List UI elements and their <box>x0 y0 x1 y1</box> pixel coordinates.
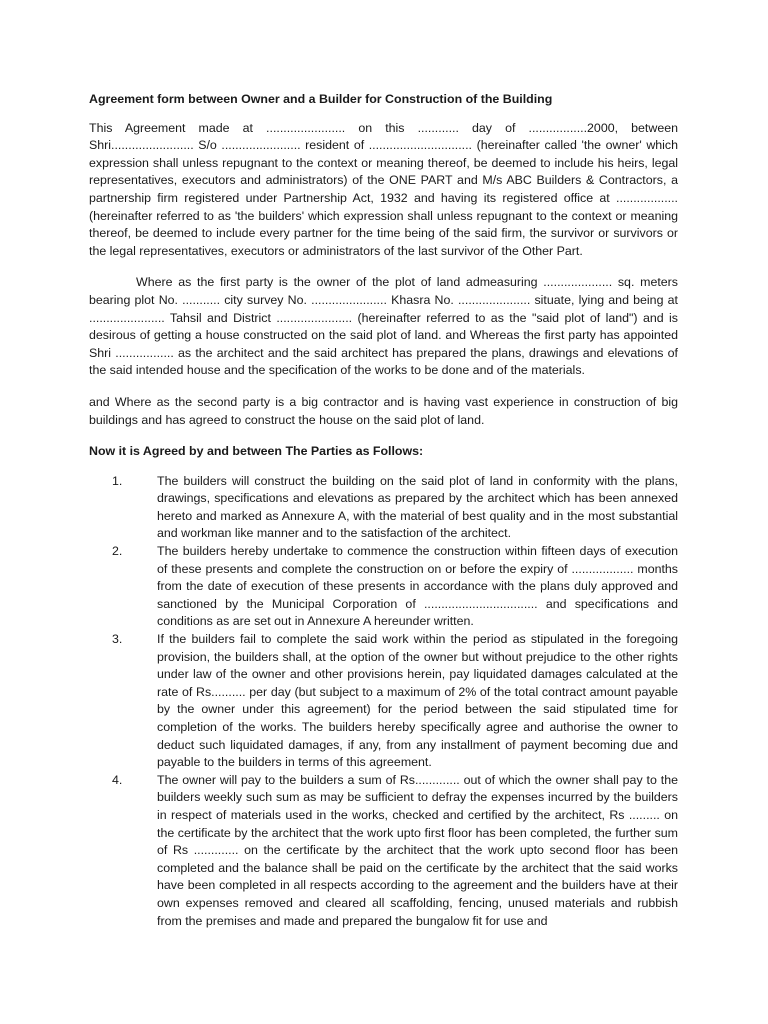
whereas-second-party-paragraph: and Where as the second party is a big contractor and is having vast experience in construction of big buildings and has agreed to construct the house on the said plot of land. <box>89 394 678 427</box>
whereas-first-party-paragraph: Where as the first party is the owner of the plot of land admeasuring .................... sq. meters bearing plot No. ........... city survey No. ...................... Khasra No. ..................... situate, lying and being at ...................... Tahsil and District ...................... (hereinafter referred to as the "said plot of land") and is desirous of getting a house constructed on the said plot of land. and Whereas the first party has appointed Shri ................. as the architect and the said architect has prepared the plans, drawings and elevations of the said intended house and the specification of the works to be done and of the materials. <box>89 275 678 378</box>
document-title: Agreement form between Owner and a Builder for Construction of the Building <box>89 92 553 106</box>
clause-number: 3. <box>112 632 123 647</box>
agreed-heading: Now it is Agreed by and between The Parties as Follows: <box>89 444 424 459</box>
agreement-intro-paragraph: This Agreement made at ....................... on this ............ day of .................2000, between Shri........................ S/o ....................... resident of .............................. (hereinafter called 'the owner' which expression shall unless repugnant to the context or meaning thereof, be deemed to include his heirs, legal representatives, executors and administrators) of the ONE PART and M/s ABC Builders & Contractors, a partnership firm registered under Partnership Act, 1932 and having its registered office at .................. (hereinafter referred to as 'the builders' which expression shall unless repugnant to the context or meaning thereof, be deemed to include every partner for the time being of the said firm, the survivor or survivors or the legal representatives, executors or administrators of the last survivor of the Other Part. <box>89 120 678 258</box>
clause-number: 2. <box>112 544 123 559</box>
clause-text: If the builders fail to complete the said work within the period as stipulated in the foregoing provision, the builders shall, at the option of the owner but without prejudice to the other rights under law of the owner and other provisions herein, pay liquidated damages calculated at the rate of Rs.......... per day (but subject to a maximum of 2% of the total contract amount payable by the owner under this agreement) for the period between the said stipulated time for completion of the works. The builders hereby specifically agree and authorise the owner to deduct such liquidated damages, if any, from any installment of payment becoming due and payable to the builders in terms of this agreement. <box>157 632 678 770</box>
clause-number: 4. <box>112 772 123 787</box>
document-body <box>89 91 678 930</box>
clause-text: The builders hereby undertake to commence the construction within fifteen days of execution of these presents and complete the construction on or before the expiry of .................. months from the date of execution of these presents in accordance with the plans duly approved and sanctioned by the Municipal Corporation of ................................. and specifications and conditions as are set out in Annexure A hereunder written. <box>157 544 678 629</box>
clause-number: 1. <box>112 473 123 488</box>
clause-text: The builders will construct the building on the said plot of land in conformity with the plans, drawings, specifications and elevations as prepared by the architect which has been annexed hereto and marked as Annexure A, with the material of best quality and in the most substantial and workman like manner and to the satisfaction of the architect. <box>157 473 678 541</box>
clause-text: The owner will pay to the builders a sum of Rs............. out of which the owner shall pay to the builders weekly such sum as may be sufficient to defray the expenses incurred by the builders in respect of materials used in the works, checked and certified by the architect, Rs ......... on the certificate by the architect that the work upto first floor has been completed, the further sum of Rs ............. on the certificate by the architect that the work upto second floor has been completed and the balance shall be paid on the certificate by the architect that the said works have been completed in all respects according to the agreement and the builders have at their own expenses removed and cleared all scaffolding, fencing, unused materials and rubbish from the premises and made and prepared the bungalow fit for use and <box>157 772 678 928</box>
clause-list <box>89 473 678 930</box>
clause-item <box>89 631 678 772</box>
clause-item <box>89 473 678 543</box>
clause-item <box>89 772 678 930</box>
clause-item <box>89 543 678 631</box>
